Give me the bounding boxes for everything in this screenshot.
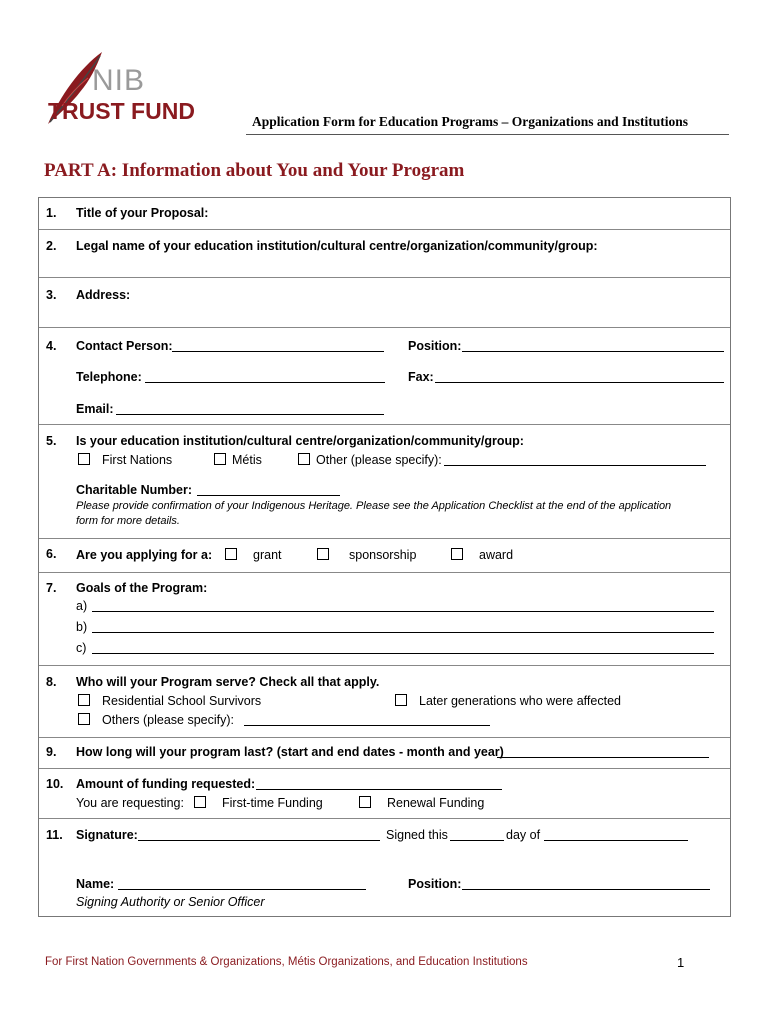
footer-text: For First Nation Governments & Organizations, Métis Organizations, and Education Institutions [45,956,528,968]
name-label: Name: [76,877,115,891]
charitable-number-field[interactable] [197,483,340,496]
signed-day-field[interactable] [450,828,504,841]
q1-number: 1. [46,206,57,220]
grant-option[interactable]: grant [225,548,282,562]
q10-label: Amount of funding requested: [76,777,256,791]
signature-label: Signature: [76,828,138,842]
checkbox[interactable] [225,548,237,560]
part-a-title: PART A: Information about You and Your Program [44,160,465,181]
q3-label: Address: [76,288,131,302]
checkbox[interactable] [214,453,226,465]
other-specify-field[interactable] [444,453,706,466]
q4-number: 4. [46,339,57,353]
row-divider [39,737,730,738]
fax-label: Fax: [408,370,434,384]
funding-amount-field[interactable] [256,777,502,790]
checkbox[interactable] [78,694,90,706]
email-label: Email: [76,402,114,416]
signed-month-field[interactable] [544,828,688,841]
goal-b-label: b) [76,620,88,634]
q11-number: 11. [46,828,63,842]
q2-label: Legal name of your education institution/cultural centre/organization/community/group: [76,239,598,253]
day-of-label: day of [506,828,541,842]
sponsorship-option[interactable]: sponsorship [317,548,416,562]
award-option[interactable]: award [451,548,513,562]
checkbox[interactable] [78,453,90,465]
metis-option[interactable]: Métis [214,453,262,467]
position-field[interactable] [462,339,724,352]
header-divider [246,134,729,135]
signing-authority-note: Signing Authority or Senior Officer [76,895,265,909]
signed-this-label: Signed this [386,828,448,842]
logo-trust-fund-text: TRUST FUND [48,98,195,124]
heritage-note-line1: Please provide confirmation of your Indigenous Heritage. Please see the Application Checklist at the end of the application [76,500,672,512]
checkbox[interactable] [395,694,407,706]
row-divider [39,424,730,425]
contact-person-field[interactable] [172,339,384,352]
q10-number: 10. [46,777,64,791]
goal-b-field[interactable] [92,620,714,633]
q6-label: Are you applying for a: [76,548,213,562]
goal-a-field[interactable] [92,599,714,612]
others-option[interactable]: Others (please specify): [78,713,234,727]
row-divider [39,538,730,539]
q5-label: Is your education institution/cultural centre/organization/community/group: [76,434,524,448]
q1-label: Title of your Proposal: [76,206,209,220]
q8-number: 8. [46,675,57,689]
other-option[interactable]: Other (please specify): [298,453,442,467]
row-divider [39,277,730,278]
goal-c-label: c) [76,641,87,655]
goal-a-label: a) [76,599,88,613]
first-nations-option[interactable]: First Nations [78,453,172,467]
q2-number: 2. [46,239,57,253]
row-divider [39,665,730,666]
logo-nib-text: NIB [92,64,146,97]
heritage-note-line2: form for more details. [76,515,180,527]
row-divider [39,229,730,230]
fax-field[interactable] [435,370,724,383]
name-field[interactable] [118,877,366,890]
requesting-label: You are requesting: [76,796,184,810]
nib-trust-fund-logo [40,46,200,132]
signer-position-field[interactable] [462,877,710,890]
position-label: Position: [408,339,462,353]
q3-number: 3. [46,288,57,302]
checkbox[interactable] [451,548,463,560]
form-title: Application Form for Education Programs – Organizations and Institutions [252,114,689,129]
signature-field[interactable] [138,828,380,841]
row-divider [39,327,730,328]
q7-number: 7. [46,581,57,595]
first-time-funding-option[interactable]: First-time Funding [194,796,323,810]
q9-label: How long will your program last? (start and end dates - month and year) [76,745,504,759]
later-generations-option[interactable]: Later generations who were affected [395,694,621,708]
charitable-number-label: Charitable Number: [76,483,192,497]
q6-number: 6. [46,547,57,561]
q8-label: Who will your Program serve? Check all that apply. [76,675,380,689]
checkbox[interactable] [78,713,90,725]
page-number: 1 [677,955,685,970]
q5-number: 5. [46,434,57,448]
program-duration-field[interactable] [497,745,709,758]
signer-position-label: Position: [408,877,462,891]
row-divider [39,572,730,573]
q7-label: Goals of the Program: [76,581,208,595]
others-specify-field[interactable] [244,713,490,726]
checkbox[interactable] [194,796,206,808]
goal-c-field[interactable] [92,641,714,654]
q9-number: 9. [46,745,57,759]
telephone-label: Telephone: [76,370,142,384]
checkbox[interactable] [298,453,310,465]
renewal-funding-option[interactable]: Renewal Funding [359,796,484,810]
telephone-field[interactable] [145,370,385,383]
contact-person-label: Contact Person: [76,339,173,353]
checkbox[interactable] [359,796,371,808]
row-divider [39,818,730,819]
checkbox[interactable] [317,548,329,560]
email-field[interactable] [116,402,384,415]
residential-school-survivors-option[interactable]: Residential School Survivors [78,694,261,708]
row-divider [39,768,730,769]
